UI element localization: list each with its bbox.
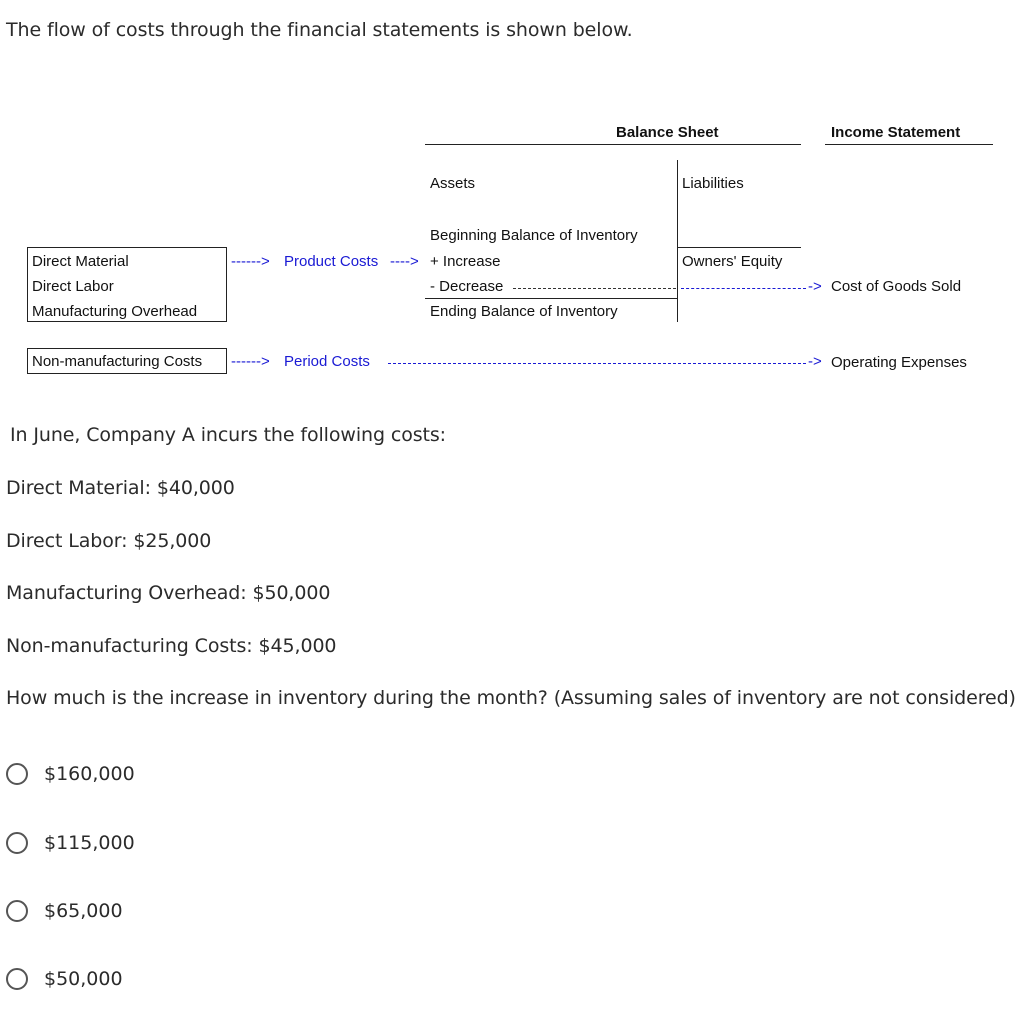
ending-balance-rule: [425, 298, 677, 299]
decrease-label: - Decrease: [430, 278, 504, 295]
radio-button[interactable]: [6, 832, 28, 854]
period-costs-label: Period Costs: [284, 353, 370, 370]
direct-labor-label: Direct Labor: [32, 278, 114, 295]
cost-direct-material: Direct Material: $40,000: [6, 477, 235, 499]
cost-manufacturing-overhead: Manufacturing Overhead: $50,000: [6, 582, 331, 604]
option-label[interactable]: $50,000: [44, 968, 123, 990]
assets-label: Assets: [430, 175, 476, 192]
question-lead: In June, Company A incurs the following costs:: [10, 424, 446, 446]
liabilities-label: Liabilities: [682, 175, 744, 192]
cost-non-manufacturing: Non-manufacturing Costs: $45,000: [6, 635, 337, 657]
opex-arrow: ->: [808, 353, 822, 370]
decrease-dash-line: [513, 288, 676, 289]
cogs-arrow: ->: [808, 278, 822, 295]
product-costs-label: Product Costs: [284, 253, 379, 270]
product-arrow-prefix: ------>: [231, 253, 270, 270]
option-label[interactable]: $160,000: [44, 763, 135, 785]
option-label[interactable]: $65,000: [44, 900, 123, 922]
radio-button[interactable]: [6, 763, 28, 785]
operating-expenses-label: Operating Expenses: [831, 354, 967, 371]
cogs-dash-line: [681, 288, 806, 289]
product-arrow-suffix: ---->: [390, 253, 419, 270]
income-statement-header: Income Statement: [831, 124, 961, 141]
owners-equity-label: Owners' Equity: [682, 253, 783, 270]
cost-direct-labor: Direct Labor: $25,000: [6, 530, 212, 552]
cost-of-goods-sold-label: Cost of Goods Sold: [831, 278, 962, 295]
balance-sheet-rule: [425, 144, 801, 145]
manufacturing-overhead-label: Manufacturing Overhead: [32, 303, 198, 320]
ending-balance-label: Ending Balance of Inventory: [430, 303, 618, 320]
period-dash-line: [388, 363, 806, 364]
non-manufacturing-label: Non-manufacturing Costs: [32, 353, 203, 370]
direct-material-label: Direct Material: [32, 253, 129, 270]
income-statement-rule: [825, 144, 993, 145]
question-prompt: How much is the increase in inventory during the month? (Assuming sales of inventory are not considered): [6, 687, 1016, 709]
radio-button[interactable]: [6, 900, 28, 922]
increase-label: + Increase: [430, 253, 501, 270]
equity-rule: [678, 247, 801, 248]
option-label[interactable]: $115,000: [44, 832, 135, 854]
balance-sheet-divider: [677, 160, 678, 322]
beginning-balance-label: Beginning Balance of Inventory: [430, 227, 638, 244]
intro-text: The flow of costs through the financial statements is shown below.: [6, 19, 633, 41]
period-arrow-prefix: ------>: [231, 353, 270, 370]
balance-sheet-header: Balance Sheet: [616, 124, 719, 141]
radio-button[interactable]: [6, 968, 28, 990]
